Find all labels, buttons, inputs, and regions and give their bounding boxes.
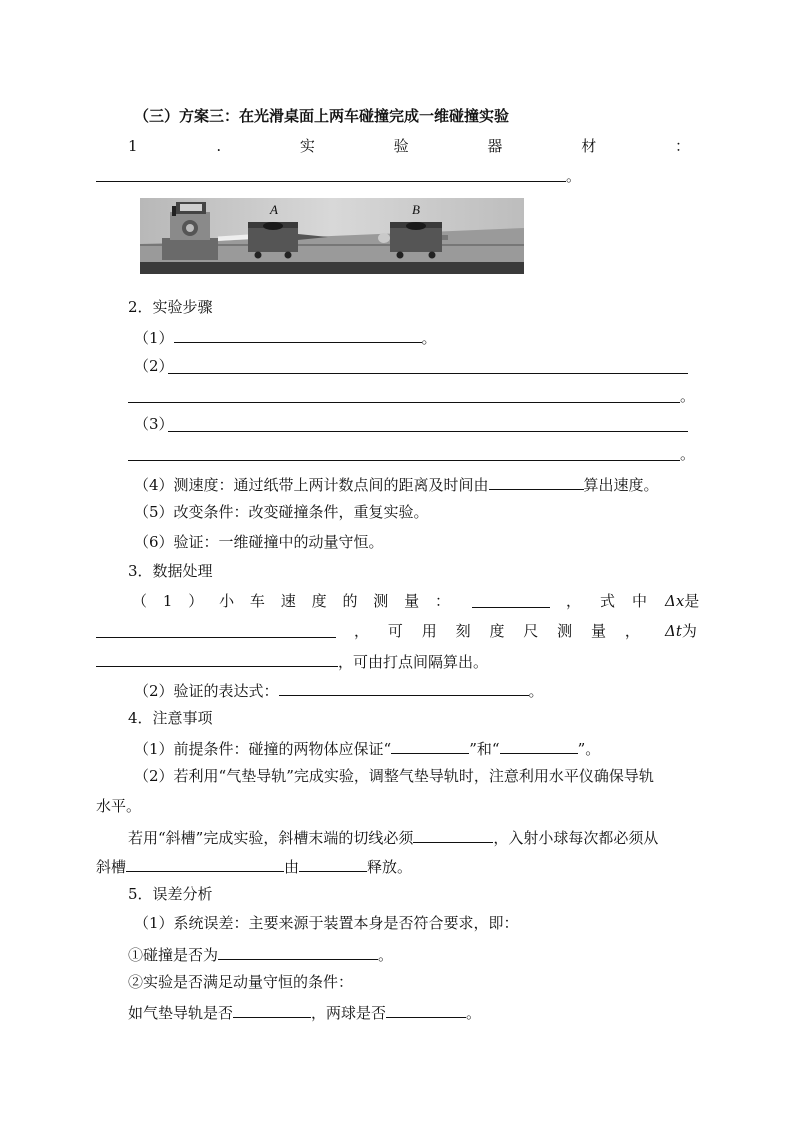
note-3: 若用“斜槽”完成实验，斜槽末端的切线必须 ，入射小球每次都必须从 [128,826,658,848]
error-c3: 如气垫导轨是否 ，两球是否 。 [128,1001,481,1023]
error-1: （1）系统误差：主要来源于装置本身是否符合要求，即： [134,914,519,932]
expression-blank[interactable] [279,679,529,696]
data-row-3: ，可由打点间隔算出。 [96,650,488,672]
step-3-label: （3） [134,415,174,433]
step-2-blank-1[interactable] [168,373,688,374]
data-expression: （2）验证的表达式： 。 [134,679,544,701]
equipment-blank[interactable] [96,181,566,182]
delta-t: Δt为 [665,622,697,640]
note-1-blank-2[interactable] [500,737,578,754]
steps-title: 2．实验步骤 [128,298,213,316]
data-row-1-shi: 式 [600,592,616,610]
step-4-blank[interactable] [489,473,584,490]
section-heading: （三）方案三：在光滑桌面上两车碰撞完成一维碰撞实验 [134,107,510,125]
error-c3-blank-2[interactable] [386,1001,466,1018]
step-6: （6）验证：一维碰撞中的动量守恒。 [134,533,384,551]
note-4-blank-2[interactable] [299,855,367,872]
step-2-end: 。 [680,387,696,405]
data-row-2-text: ， 可 用 刻 度 尺 测 量 ， [354,622,640,640]
notes-title: 4．注意事项 [128,709,213,727]
equipment-end: 。 [566,167,582,185]
note-2: （2）若利用“气垫导轨”完成实验，调整气垫导轨时，注意利用水平仪确保导轨 [134,767,654,785]
step-1-blank[interactable] [174,326,422,343]
label-b: B [412,202,420,217]
experiment-figure [140,198,524,274]
delta-x: Δx是 [665,592,700,610]
velocity-formula-blank[interactable] [472,607,550,608]
label-a: A [270,202,278,217]
delta-t-blank[interactable] [96,650,338,667]
note-4-blank-1[interactable] [126,855,284,872]
delta-x-blank[interactable] [96,637,336,638]
data-row-1-zhong: 中 [632,592,648,610]
data-row-1-comma: ， [566,592,582,610]
data-title: 3．数据处理 [128,562,213,580]
step-3-end: 。 [680,445,696,463]
step-3-blank-1[interactable] [168,431,688,432]
error-c2: ②实验是否满足动量守恒的条件： [128,973,354,991]
step-3-blank-2[interactable] [128,460,680,461]
note-1-blank-1[interactable] [391,737,469,754]
note-2-cont: 水平。 [96,797,142,815]
note-3-blank[interactable] [413,826,493,843]
error-c3-blank-1[interactable] [233,1001,311,1018]
data-row-1-text: （ 1 ） 小 车 速 度 的 测 量 ： [132,592,450,610]
equipment-label-row: 1 . 实 验 器 材 ： [128,137,690,155]
step-1: （1） 。 [134,326,437,348]
step-2-label: （2） [134,357,174,375]
step-2-blank-2[interactable] [128,402,680,403]
note-1: （1）前提条件：碰撞的两物体应保证“ ”和“ ”。 [134,737,600,759]
note-4: 斜槽 由 释放。 [96,855,412,877]
error-c1: ①碰撞是否为 。 [128,943,393,965]
step-4: （4）测速度：通过纸带上两计数点间的距离及时间由 算出速度。 [134,473,659,495]
error-c1-blank[interactable] [218,943,378,960]
error-title: 5．误差分析 [128,885,213,903]
step-5: （5）改变条件：改变碰撞条件，重复实验。 [134,503,429,521]
